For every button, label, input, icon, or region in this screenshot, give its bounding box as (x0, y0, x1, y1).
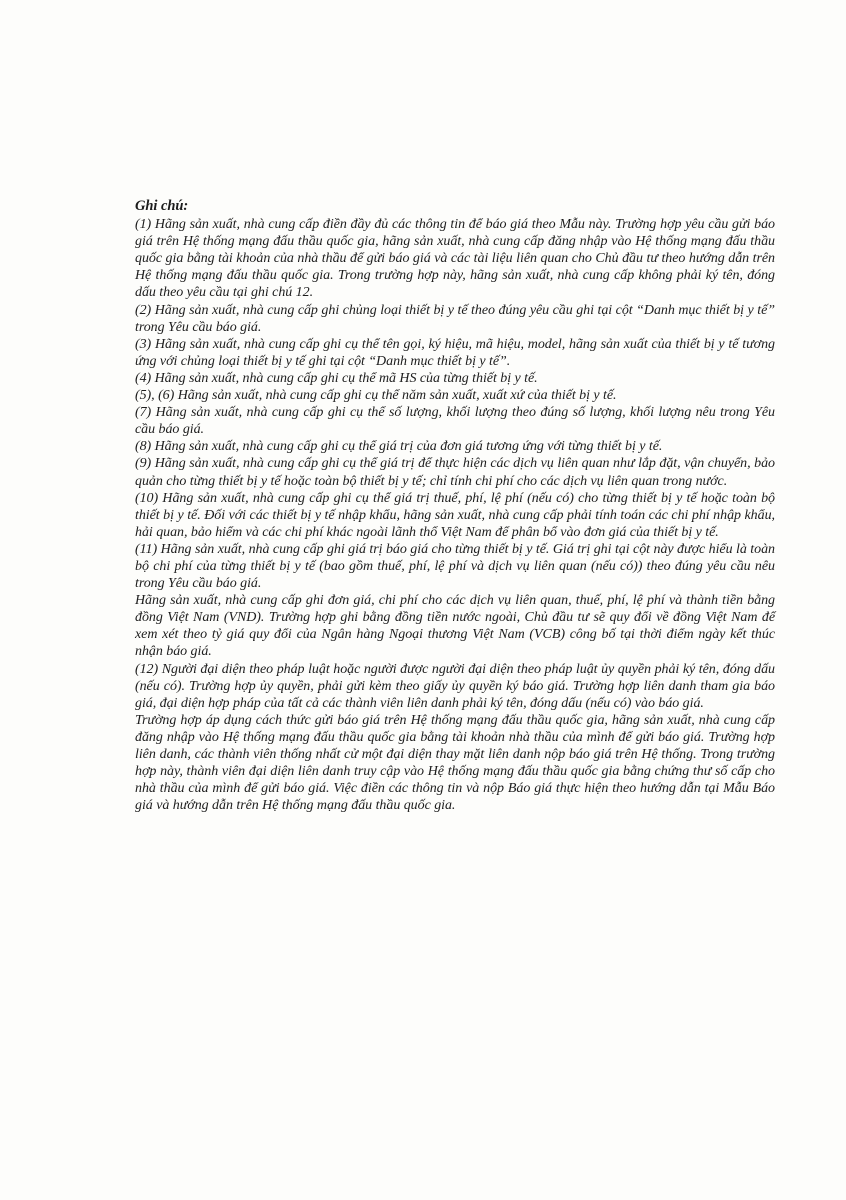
notes-title: Ghi chú: (135, 198, 189, 214)
note-paragraph-currency: Hãng sản xuất, nhà cung cấp ghi đơn giá, chi phí cho các dịch vụ liên quan, thuế, phí, lệ phí và thành tiền bằng đồng Việt Nam (VND). Trường hợp ghi bằng đồng tiền nước ngoài, Chủ đầu tư sẽ quy đổi về đồng Việt Nam để xem xét theo tỷ giá quy đổi của Ngân hàng Ngoại thương Việt Nam (VCB) công bố tại thời điểm ngày kết thúc nhận báo giá. (135, 593, 775, 660)
note-paragraph-9: (9) Hãng sản xuất, nhà cung cấp ghi cụ thể giá trị để thực hiện các dịch vụ liên quan như lắp đặt, vận chuyển, bảo quản cho từng thiết bị y tế hoặc toàn bộ thiết bị y tế; chỉ tính chi phí cho các dịch vụ liên quan trong nước. (135, 456, 775, 489)
note-paragraph-2: (2) Hãng sản xuất, nhà cung cấp ghi chủng loại thiết bị y tế theo đúng yêu cầu ghi tại cột “Danh mục thiết bị y tế” trong Yêu cầu báo giá. (135, 302, 775, 335)
note-paragraph-1: (1) Hãng sản xuất, nhà cung cấp điền đầy đủ các thông tin để báo giá theo Mẫu này. Trường hợp yêu cầu gửi báo giá trên Hệ thống mạng đấu thầu quốc gia, hãng sản xuất, nhà cung cấp đăng nhập vào Hệ thống mạng đấu thầu quốc gia bằng tài khoản của nhà thầu để gửi báo giá và các tài liệu liên quan cho Chủ đầu tư theo hướng dẫn trên Hệ thống mạng đấu thầu quốc gia. Trong trường hợp này, hãng sản xuất, nhà cung cấp không phải ký tên, đóng dấu theo yêu cầu tại ghi chú 12. (135, 217, 775, 301)
note-paragraph-4: (4) Hãng sản xuất, nhà cung cấp ghi cụ thể mã HS của từng thiết bị y tế. (135, 370, 538, 386)
note-paragraph-7: (7) Hãng sản xuất, nhà cung cấp ghi cụ thể số lượng, khối lượng theo đúng số lượng, khối lượng nêu trong Yêu cầu báo giá. (135, 405, 775, 438)
note-paragraph-12: (12) Người đại diện theo pháp luật hoặc người được người đại diện theo pháp luật ủy quyền phải ký tên, đóng dấu (nếu có). Trường hợp ủy quyền, phải gửi kèm theo giấy ủy quyền ký báo giá. Trường hợp liên danh tham gia báo giá, đại diện hợp pháp của tất cả các thành viên liên danh phải ký tên, đóng dấu (nếu có) vào báo giá. (135, 661, 775, 711)
note-paragraph-11: (11) Hãng sản xuất, nhà cung cấp ghi giá trị báo giá cho từng thiết bị y tế. Giá trị ghi tại cột này được hiểu là toàn bộ chi phí của từng thiết bị y tế (bao gồm thuế, phí, lệ phí và dịch vụ liên quan (nếu có)) theo đúng yêu cầu nêu trong Yêu cầu báo giá. (135, 541, 775, 592)
note-paragraph-5-6: (5), (6) Hãng sản xuất, nhà cung cấp ghi cụ thể năm sản xuất, xuất xứ của thiết bị y tế. (135, 388, 617, 404)
note-paragraph-10: (10) Hãng sản xuất, nhà cung cấp ghi cụ thể giá trị thuế, phí, lệ phí (nếu có) cho từng thiết bị y tế hoặc toàn bộ thiết bị y tế. Đối với các thiết bị y tế nhập khẩu, hãng sản xuất, nhà cung cấp phải tính toán các chi phí nhập khẩu, hải quan, bảo hiểm và các chi phí khác ngoài lãnh thổ Việt Nam để phân bổ vào đơn giá của thiết bị y tế. (135, 490, 775, 540)
note-paragraph-3: (3) Hãng sản xuất, nhà cung cấp ghi cụ thể tên gọi, ký hiệu, mã hiệu, model, hãng sản xuất của thiết bị y tế tương ứng với chủng loại thiết bị y tế ghi tại cột “Danh mục thiết bị y tế”. (135, 336, 775, 369)
note-paragraph-e-bidding: Trường hợp áp dụng cách thức gửi báo giá trên Hệ thống mạng đấu thầu quốc gia, hãng sản xuất, nhà cung cấp đăng nhập vào Hệ thống mạng đấu thầu quốc gia bằng tài khoản nhà thầu của mình để gửi báo giá. Trường hợp liên danh, các thành viên thống nhất cử một đại diện thay mặt liên danh nộp báo giá trên Hệ thống. Trong trường hợp này, thành viên đại diện liên danh truy cập vào Hệ thống mạng đấu thầu quốc gia bằng chứng thư số cấp cho nhà thầu của mình để gửi báo giá. Việc điền các thông tin và nộp Báo giá thực hiện theo hướng dẫn tại Mẫu Báo giá và hướng dẫn trên Hệ thống mạng đấu thầu quốc gia. (135, 712, 775, 814)
notes-section (135, 198, 775, 814)
note-paragraph-8: (8) Hãng sản xuất, nhà cung cấp ghi cụ thể giá trị của đơn giá tương ứng với từng thiết bị y tế. (135, 439, 663, 455)
